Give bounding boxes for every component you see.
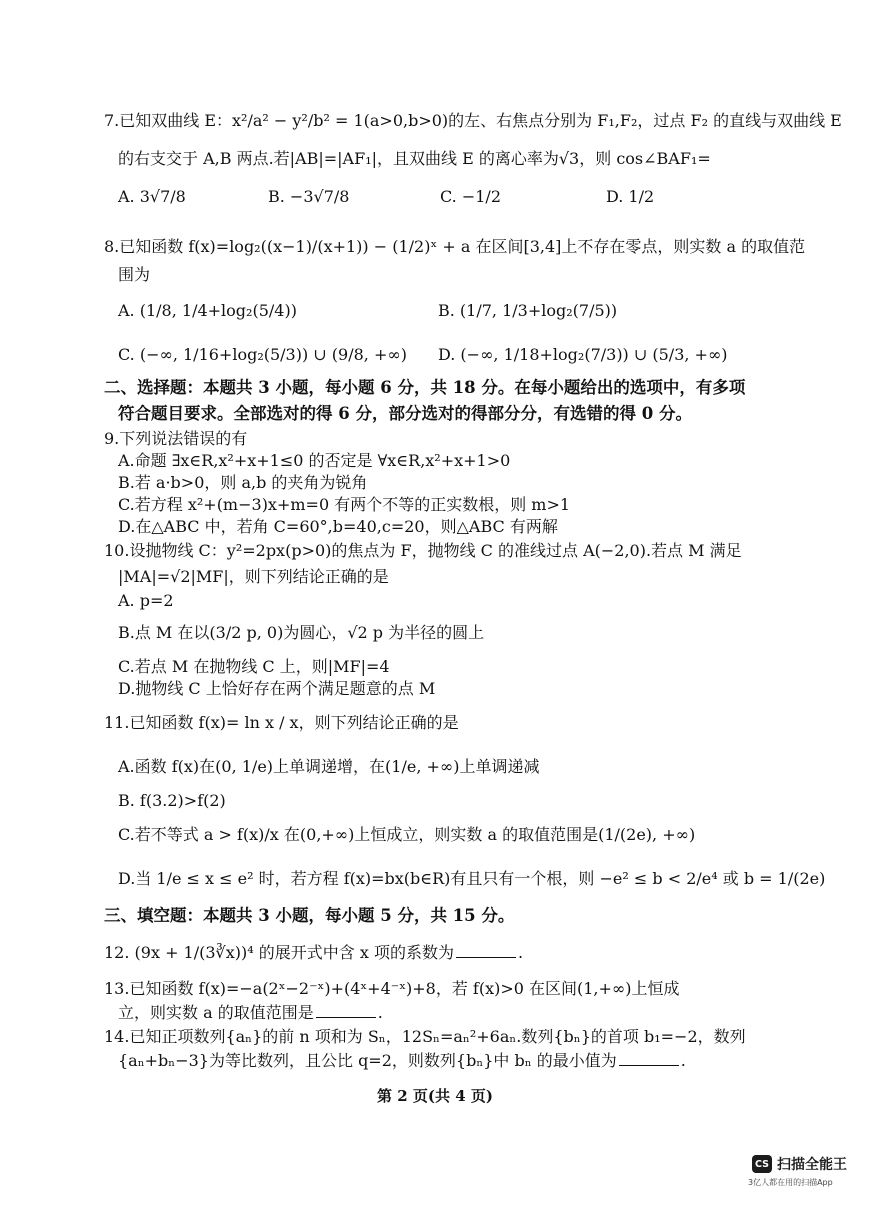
q12-text: 12. (9x + 1/(3∛x))⁴ 的展开式中含 x 项的系数为	[104, 943, 454, 962]
q10-stem-line2: |MA|=√2|MF|，则下列结论正确的是	[118, 567, 389, 586]
q12-line	[104, 942, 523, 964]
q7-option-b: B. −3√7/8	[268, 187, 350, 206]
q10-stem-line1: 10.设抛物线 C：y²=2px(p>0)的焦点为 F，抛物线 C 的准线过点 A(−2,0).若点 M 满足	[104, 541, 742, 560]
q13-stem-line1: 13.已知函数 f(x)=−a(2ˣ−2⁻ˣ)+(4ˣ+4⁻ˣ)+8，若 f(x)>0 在区间(1,+∞)上恒成	[104, 979, 680, 998]
q12-end: .	[517, 943, 524, 962]
q11-stem: 11.已知函数 f(x)= ln x / x，则下列结论正确的是	[104, 713, 459, 732]
q14-text: {aₙ+bₙ−3}为等比数列，且公比 q=2，则数列{bₙ}中 bₙ 的最小值为	[118, 1051, 617, 1070]
q9-option-c: C.若方程 x²+(m−3)x+m=0 有两个不等的正实数根，则 m>1	[118, 495, 571, 514]
q14-stem-line2	[118, 1050, 686, 1072]
q14-answer-blank	[619, 1050, 679, 1066]
section2-heading-line1: 二、选择题：本题共 3 小题，每小题 6 分，共 18 分。在每小题给出的选项中，有多项	[104, 378, 746, 397]
q10-option-d: D.抛物线 C 上恰好存在两个满足题意的点 M	[118, 679, 436, 698]
q8-option-c: C. (−∞, 1/16+log₂(5/3)) ∪ (9/8, +∞)	[118, 345, 407, 364]
q8-stem-line1: 8.已知函数 f(x)=log₂((x−1)/(x+1)) − (1/2)ˣ + a 在区间[3,4]上不存在零点，则实数 a 的取值范	[104, 237, 806, 256]
section3-heading: 三、填空题：本题共 3 小题，每小题 5 分，共 15 分。	[104, 906, 515, 925]
q9-option-b: B.若 a·b>0，则 a,b 的夹角为锐角	[118, 473, 368, 492]
q8-option-b: B. (1/7, 1/3+log₂(7/5))	[438, 301, 618, 320]
q9-option-d: D.在△ABC 中，若角 C=60°,b=40,c=20，则△ABC 有两解	[118, 517, 558, 536]
q10-option-b: B.点 M 在以(3/2 p, 0)为圆心，√2 p 为半径的圆上	[118, 623, 485, 642]
q7-stem-line1: 7.已知双曲线 E：x²/a² − y²/b² = 1(a>0,b>0)的左、右焦点分别为 F₁,F₂，过点 F₂ 的直线与双曲线 E	[104, 111, 842, 130]
q11-option-a: A.函数 f(x)在(0, 1/e)上单调递增，在(1/e, +∞)上单调递减	[118, 757, 540, 776]
q14-stem-line1: 14.已知正项数列{aₙ}的前 n 项和为 Sₙ，12Sₙ=aₙ²+6aₙ.数列{bₙ}的首项 b₁=−2，数列	[104, 1027, 746, 1046]
q12-answer-blank	[456, 942, 516, 958]
q9-option-a: A.命题 ∃x∈R,x²+x+1≤0 的否定是 ∀x∈R,x²+x+1>0	[118, 451, 511, 470]
q8-stem-line2: 围为	[118, 265, 151, 284]
watermark-name: 扫描全能王	[777, 1157, 847, 1173]
page-number: 第 2 页(共 4 页)	[377, 1087, 493, 1105]
q10-option-a: A. p=2	[118, 591, 174, 610]
q8-option-d: D. (−∞, 1/18+log₂(7/3)) ∪ (5/3, +∞)	[438, 345, 728, 364]
q8-option-a: A. (1/8, 1/4+log₂(5/4))	[118, 301, 297, 320]
q7-option-d: D. 1/2	[606, 187, 655, 206]
q9-stem: 9.下列说法错误的有	[104, 429, 248, 448]
scanner-watermark	[752, 1154, 847, 1174]
q11-option-b: B. f(3.2)>f(2)	[118, 791, 226, 810]
camscanner-logo-icon: CS	[752, 1155, 772, 1173]
q13-answer-blank	[316, 1002, 376, 1018]
q7-option-c: C. −1/2	[440, 187, 501, 206]
watermark-tagline: 3亿人都在用的扫描App	[748, 1178, 833, 1187]
q13-end: .	[377, 1003, 383, 1022]
q7-stem-line2: 的右支交于 A,B 两点.若|AB|=|AF₁|，且双曲线 E 的离心率为√3，则 cos∠BAF₁=	[118, 149, 711, 168]
section2-heading-line2: 符合题目要求。全部选对的得 6 分，部分选对的得部分分，有选错的得 0 分。	[118, 404, 692, 423]
q11-option-d: D.当 1/e ≤ x ≤ e² 时，若方程 f(x)=bx(b∈R)有且只有一个根，则 −e² ≤ b < 2/e⁴ 或 b = 1/(2e)	[118, 869, 826, 888]
q13-text: 立，则实数 a 的取值范围是	[118, 1003, 314, 1022]
q13-stem-line2	[118, 1002, 383, 1024]
q7-option-a: A. 3√7/8	[118, 187, 186, 206]
q14-end: .	[680, 1051, 686, 1070]
q10-option-c: C.若点 M 在抛物线 C 上，则|MF|=4	[118, 657, 390, 676]
q11-option-c: C.若不等式 a > f(x)/x 在(0,+∞)上恒成立，则实数 a 的取值范围是(1/(2e), +∞)	[118, 825, 696, 844]
